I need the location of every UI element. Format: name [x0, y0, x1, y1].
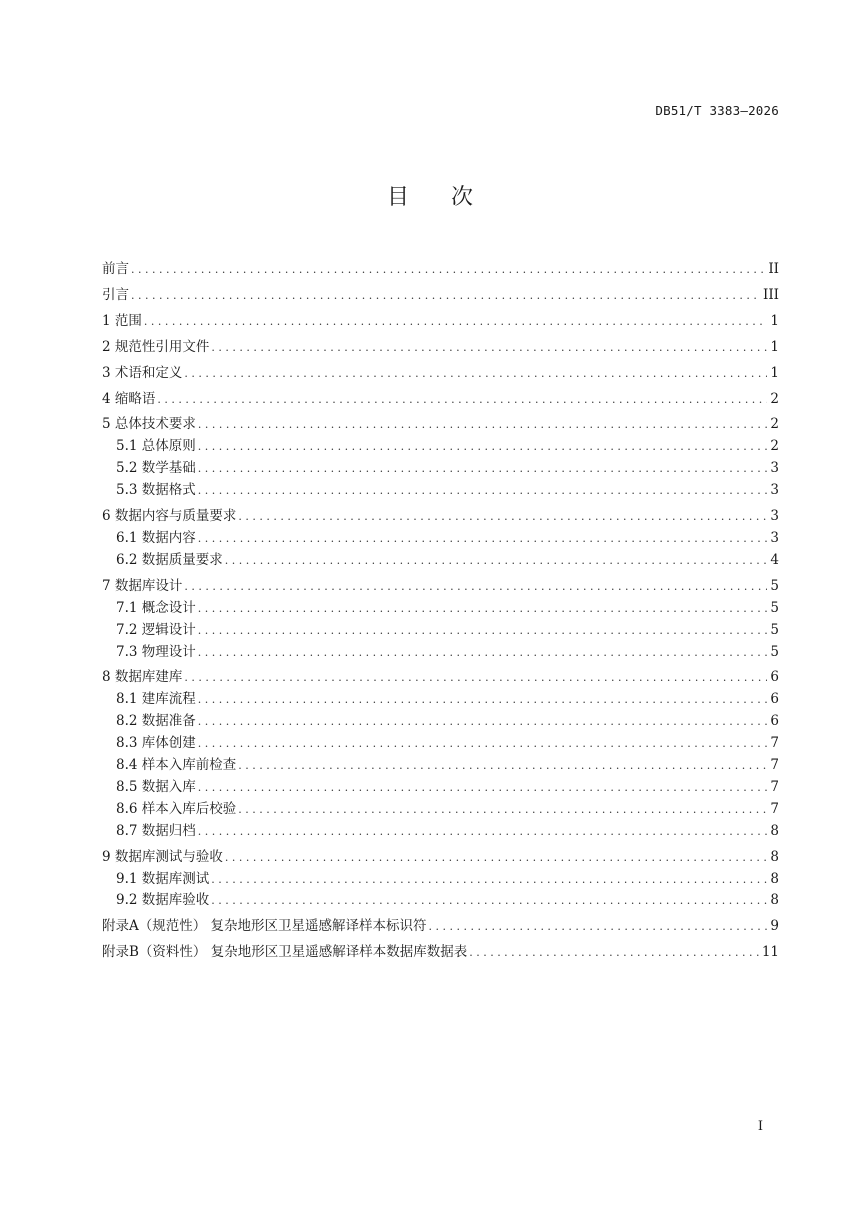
toc-entry[interactable]	[102, 389, 779, 411]
toc-entry-label: 2 规范性引用文件	[102, 338, 210, 355]
toc-entry[interactable]	[102, 890, 779, 912]
toc-entry-page: 7	[770, 735, 779, 752]
toc-entry-page: 1	[770, 364, 779, 381]
toc-dot-leader	[238, 755, 767, 777]
toc-entry[interactable]	[102, 337, 779, 359]
toc-entry-page: 8	[770, 892, 779, 909]
toc-entry-label: 7.1 概念设计	[116, 599, 196, 616]
toc-dot-leader	[144, 311, 767, 333]
toc-entry-page: 11	[761, 944, 779, 961]
toc-entry-page: 5	[770, 599, 779, 616]
toc-dot-leader	[238, 799, 767, 821]
toc-entry-label: 附录A（规范性） 复杂地形区卫星遥感解译样本标识符	[102, 918, 427, 935]
toc-entry-page: 6	[770, 713, 779, 730]
toc-entry[interactable]	[102, 916, 779, 938]
toc-dot-leader	[157, 389, 767, 411]
toc-dot-leader	[131, 259, 766, 281]
toc-entry-page: 2	[770, 438, 779, 455]
toc-dot-leader	[198, 528, 767, 550]
toc-entry[interactable]	[102, 363, 779, 385]
toc-entry-label: 引言	[102, 286, 129, 303]
toc-dot-leader	[198, 689, 767, 711]
toc-dot-leader	[211, 869, 767, 891]
toc-entry[interactable]	[102, 821, 779, 843]
toc-entry-page: 1	[770, 312, 779, 329]
toc-entry[interactable]	[102, 799, 779, 821]
toc-entry[interactable]	[102, 598, 779, 620]
toc-entry-label: 9.2 数据库验收	[116, 892, 210, 909]
toc-dot-leader	[198, 480, 767, 502]
toc-entry-page: III	[763, 286, 779, 303]
toc-entry[interactable]	[102, 550, 779, 572]
toc-entry-label: 6 数据内容与质量要求	[102, 508, 237, 525]
toc-entry-page: 9	[770, 918, 779, 935]
toc-entry-page: 2	[770, 416, 779, 433]
toc-entry-page: 8	[770, 870, 779, 887]
page-number: I	[757, 1119, 763, 1134]
toc-entry-page: 6	[770, 669, 779, 686]
toc-entry-label: 8.3 库体创建	[116, 735, 196, 752]
toc-entry-page: 7	[770, 757, 779, 774]
toc-dot-leader	[184, 667, 767, 689]
toc-entry[interactable]	[102, 847, 779, 869]
toc-entry-label: 8.1 建库流程	[116, 691, 196, 708]
toc-dot-leader	[198, 642, 767, 664]
toc-entry-label: 5.1 总体原则	[116, 438, 196, 455]
toc-dot-leader	[469, 942, 760, 964]
toc-entry-page: 5	[770, 621, 779, 638]
toc-entry[interactable]	[102, 711, 779, 733]
toc-entry-page: 8	[770, 822, 779, 839]
toc-dot-leader	[198, 598, 767, 620]
toc-dot-leader	[211, 890, 767, 912]
toc-dot-leader	[198, 620, 767, 642]
toc-entry-page: 6	[770, 691, 779, 708]
toc-entry-page: 8	[770, 848, 779, 865]
toc-dot-leader	[211, 337, 767, 359]
toc-entry-label: 1 范围	[102, 312, 142, 329]
toc-entry[interactable]	[102, 576, 779, 598]
title-part-2: 次	[451, 185, 474, 210]
toc-entry[interactable]	[102, 689, 779, 711]
toc-entry-page: 7	[770, 800, 779, 817]
toc-entry-label: 7 数据库设计	[102, 577, 183, 594]
toc-entry[interactable]	[102, 414, 779, 436]
toc-dot-leader	[198, 733, 767, 755]
toc-entry[interactable]	[102, 311, 779, 333]
toc-dot-leader	[131, 285, 761, 307]
toc-entry[interactable]	[102, 755, 779, 777]
toc-entry[interactable]	[102, 480, 779, 502]
toc-entry-page: 7	[770, 778, 779, 795]
toc-entry[interactable]	[102, 436, 779, 458]
toc-entry-label: 5.2 数学基础	[116, 460, 196, 477]
toc-entry-label: 8.6 样本入库后校验	[116, 800, 237, 817]
toc-dot-leader	[198, 821, 767, 843]
page-title	[0, 180, 860, 211]
toc-entry-page: 2	[770, 390, 779, 407]
toc-entry-label: 7.2 逻辑设计	[116, 621, 196, 638]
toc-entry-page: 5	[770, 577, 779, 594]
toc-dot-leader	[184, 576, 767, 598]
toc-entry-label: 前言	[102, 261, 129, 277]
toc-entry-page: 3	[770, 508, 779, 525]
document-code: DB51/T 3383—2026	[655, 103, 779, 118]
toc-dot-leader	[198, 436, 767, 458]
toc-entry[interactable]	[102, 458, 779, 480]
toc-entry-label: 5.3 数据格式	[116, 482, 196, 499]
toc-entry-label: 8.7 数据归档	[116, 822, 196, 839]
toc-entry[interactable]	[102, 259, 779, 281]
toc-dot-leader	[184, 363, 767, 385]
title-part-1: 目	[386, 185, 409, 210]
toc-entry-label: 8.4 样本入库前检查	[116, 757, 237, 774]
toc-entry-page: 4	[770, 551, 779, 568]
toc-entry[interactable]	[102, 528, 779, 550]
toc-entry[interactable]	[102, 733, 779, 755]
toc-entry-label: 8 数据库建库	[102, 669, 183, 686]
toc-entry-label: 7.3 物理设计	[116, 643, 196, 660]
toc-entry[interactable]	[102, 285, 779, 307]
toc-entry-label: 9 数据库测试与验收	[102, 848, 223, 865]
toc-entry[interactable]	[102, 777, 779, 799]
toc-dot-leader	[429, 916, 767, 938]
toc-entry-label: 3 术语和定义	[102, 364, 183, 381]
toc-entry-label: 6.2 数据质量要求	[116, 551, 223, 568]
toc-entry-label: 附录B（资料性） 复杂地形区卫星遥感解译样本数据库数据表	[102, 944, 468, 961]
toc-entry[interactable]	[102, 642, 779, 664]
toc-dot-leader	[198, 777, 767, 799]
toc-dot-leader	[225, 847, 767, 869]
toc-entry-label: 6.1 数据内容	[116, 529, 196, 546]
toc-dot-leader	[198, 711, 767, 733]
toc-entry-label: 9.1 数据库测试	[116, 870, 210, 887]
toc-dot-leader	[198, 458, 767, 480]
toc-entry-label: 4 缩略语	[102, 390, 156, 407]
toc-entry-page: 3	[770, 529, 779, 546]
toc-entry-page: 1	[770, 338, 779, 355]
toc-entry[interactable]	[102, 667, 779, 689]
toc-entry[interactable]	[102, 620, 779, 642]
toc-entry-page: 3	[770, 482, 779, 499]
toc-entry[interactable]	[102, 942, 779, 964]
toc-dot-leader	[225, 550, 767, 572]
toc-entry-page: II	[768, 261, 779, 277]
toc-entry-label: 8.5 数据入库	[116, 778, 196, 795]
toc-dot-leader	[238, 506, 767, 528]
toc-entry-page: 5	[770, 643, 779, 660]
toc-entry-page: 3	[770, 460, 779, 477]
toc-entry[interactable]	[102, 506, 779, 528]
toc-entry[interactable]	[102, 869, 779, 891]
table-of-contents	[102, 259, 779, 964]
toc-entry-label: 8.2 数据准备	[116, 713, 196, 730]
toc-dot-leader	[198, 414, 767, 436]
toc-entry-label: 5 总体技术要求	[102, 416, 196, 433]
